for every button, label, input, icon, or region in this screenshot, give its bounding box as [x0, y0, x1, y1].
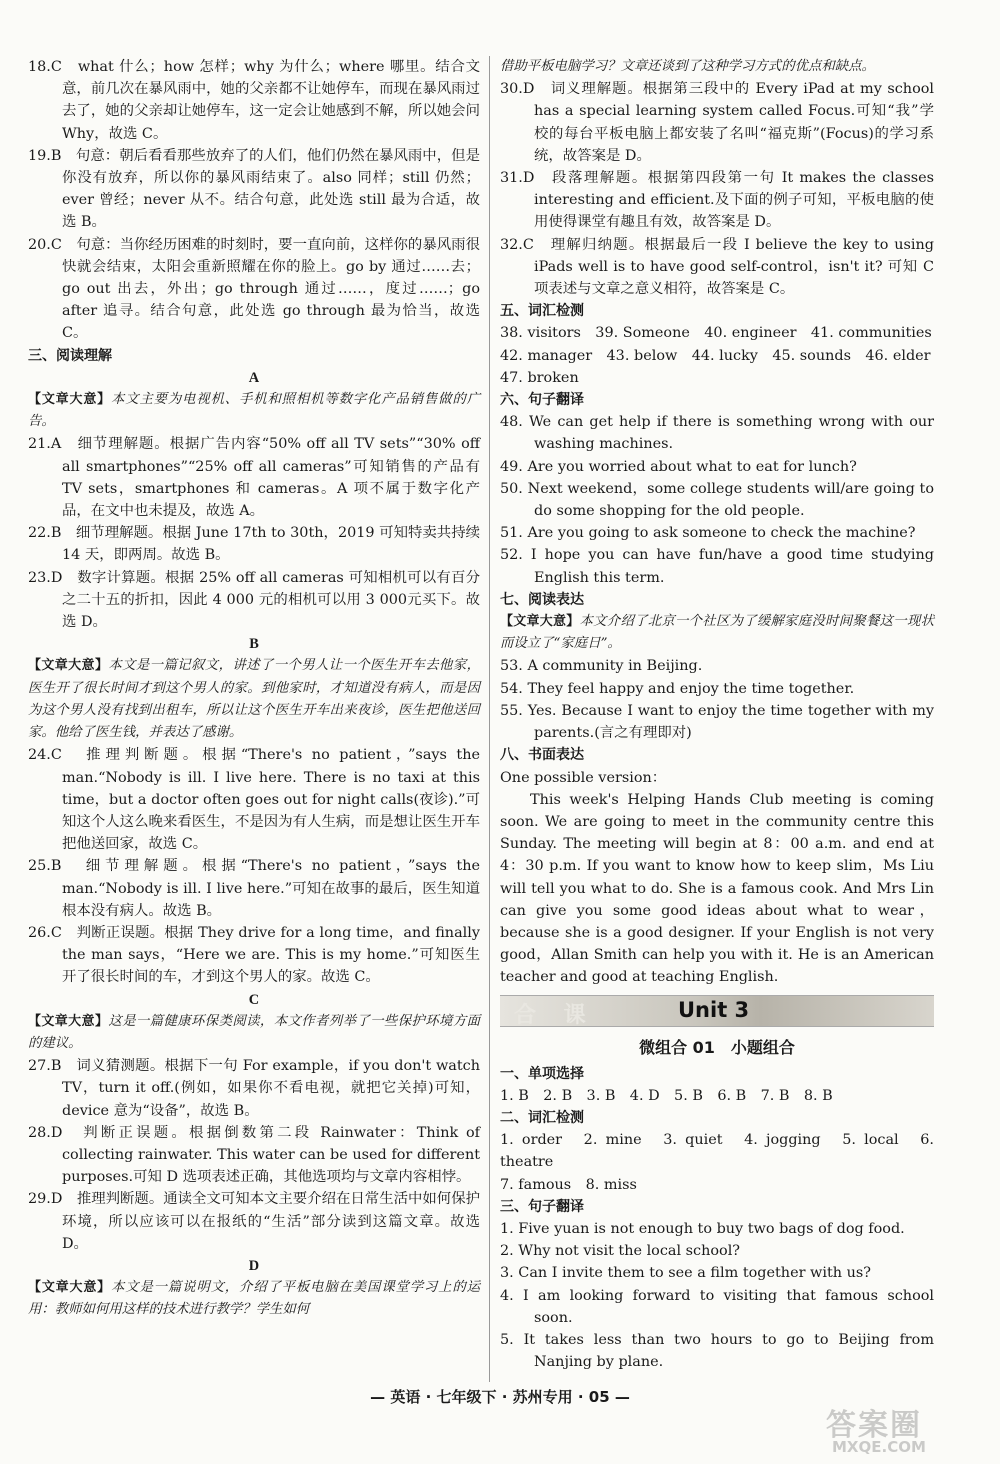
- passage-label: A: [248, 369, 260, 386]
- essay-intro: One possible version：: [500, 769, 667, 786]
- passage-summary: 【文章大意】本文主要为电视机、手机和照相机等数字化产品销售做的广告。: [28, 392, 480, 430]
- answer-item: 28.D 判断正误题。根据倒数第二段 Rainwater：Think of collecting rainwater. This water can be used for different purposes.可知 D 选项表述正确，其他选项均与文章内容相悖。: [28, 1124, 480, 1186]
- banner-decor-text: 合 课: [514, 1002, 596, 1028]
- answer-item: 22.B 细节理解题。根据 June 17th to 30th，2019 可知特卖共持续 14 天，即两周。故选 B。: [28, 525, 480, 564]
- section-heading: 五、词汇检测: [500, 303, 584, 320]
- translation-item: 48. We can get help if there is something wrong with our washing machines.: [500, 414, 934, 453]
- answer-item: 20.C 句意：当你经历困难的时刻时，要一直向前，这样你的暴风雨很快就会结束，太阳会重新照耀在你的脸上。go by 通过……去；go out 出去，外出；go through 通过……，度过……；go after 追寻。结合句意，此处选 go through 最为恰当，故选 C。: [28, 236, 480, 342]
- watermark-logo: 答案圈 MXQE.COM: [826, 1408, 926, 1456]
- passage-summary: 【文章大意】这是一篇健康环保类阅读，本文作者列举了一些保护环境方面的建议。: [28, 1013, 480, 1051]
- answer-item: 25.B 细节理解题。根据“There's no patient，”says the man.“Nobody is ill. I live here.”可知在故事的最后，医生知道根本没有病人。故选 B。: [28, 858, 480, 919]
- answer-item: 31.D 段落理解题。根据第四段第一句 It makes the classes interesting and efficient.及下面的例子可知，平板电脑的使用使得课堂有趣且有效，故答案是 D。: [500, 170, 934, 231]
- answer-item: 26.C 判断正误题。根据 They drive for a long time，and finally the man says，“Here we are. This is my home.”可知医生开了很长时间的车，才到这个男人的家。故选 C。: [28, 924, 480, 986]
- right-column: [500, 56, 934, 1373]
- answer-item: 21.A 细节理解题。根据广告内容“50% off all TV sets”“30% off all smartphones”“25% off all cameras”可知销售的产品有 TV sets，smartphones 和 cameras。A 项不属于数字化产品，在文中也未提及，故选 A。: [28, 436, 480, 520]
- translation-item: 1. Five yuan is not enough to buy two bags of dog food.: [500, 1220, 905, 1237]
- translation-item: 2. Why not visit the local school?: [500, 1243, 741, 1260]
- answer-item: 29.D 推理判断题。通读全文可知本文主要介绍在日常生活中如何保护环境，所以应该可以在报纸的“生活”部分读到这篇文章。故选 D。: [28, 1191, 480, 1252]
- page-footer: — 英语 · 七年级下 · 苏州专用 · 05 —: [370, 1388, 630, 1406]
- translation-item: 52. I hope you can have fun/have a good time studying English this term.: [500, 547, 934, 586]
- left-column: [28, 56, 480, 1322]
- translation-item: 5. It takes less than two hours to go to Beijing from Nanjing by plane.: [500, 1331, 934, 1371]
- translation-item: 50. Next weekend，some college students will/are going to do some shopping for the old people.: [500, 480, 934, 520]
- vocab-line: 47. broken: [500, 369, 579, 386]
- passage-summary: 【文章大意】本文介绍了北京一个社区为了缓解家庭没时间聚餐这一现状而设立了“家庭日”。: [500, 614, 934, 652]
- passage-summary: 【文章大意】本文是一篇记叙文，讲述了一个男人让一个医生开车去他家，医生开了很长时间才到这个男人的家。到他家时，才知道没有病人，而是因为这个男人没有找到出租车，所以让这个医生开车出来夜诊，医生把他送回家。他给了医生钱，并表达了感谢。: [28, 658, 480, 741]
- passage-label: D: [248, 1257, 260, 1274]
- answer-item: 53. A community in Beijing.: [500, 658, 703, 675]
- combo-title: 微组合 01 小题组合: [639, 1037, 795, 1057]
- passage-label: B: [249, 636, 259, 653]
- section-heading: 六、句子翻译: [500, 392, 584, 409]
- section-heading: 三、句子翻译: [500, 1198, 584, 1215]
- section-heading: 八、书面表达: [500, 747, 584, 764]
- translation-item: 51. Are you going to ask someone to check the machine?: [500, 525, 916, 542]
- section-heading: 七、阅读表达: [500, 591, 584, 608]
- unit-banner: [500, 995, 934, 1027]
- translation-item: 3. Can I invite them to see a film together with us?: [500, 1265, 871, 1282]
- choice-answers: 1. B 2. B 3. B 4. D 5. B 6. B 7. B 8. B: [500, 1087, 833, 1104]
- answer-item: 18.C what 什么；how 怎样；why 为什么；where 哪里。结合文意，前几次在暴风雨中，她的父亲都不让她停车，而现在暴风雨过去了，她的父亲却让她停车，这一定会让她感到不解，所以她会问 Why，故选 C。: [28, 59, 480, 142]
- section-heading: 一、单项选择: [500, 1065, 584, 1082]
- passage-summary: 【文章大意】本文是一篇说明文，介绍了平板电脑在美国课堂学习上的运用：教师如何用这样的技术进行教学？学生如何: [28, 1280, 480, 1318]
- vocab-line: 7. famous 8. miss: [500, 1176, 637, 1193]
- section-heading: 三、阅读理解: [28, 347, 112, 364]
- answer-item: 24.C 推理判断题。根据“There's no patient，”says the man.“Nobody is ill. I live here. There is no taxi at this time，but a doctor often goes out for night calls(夜诊).”可知这个人这么晚来看医生，不是因为有人生病，而是想让医生开车把他送回家，故选 C。: [28, 747, 480, 853]
- vocab-line: 38. visitors 39. Someone 40. engineer 41. communities: [500, 325, 932, 342]
- answer-item: 27.B 词义猜测题。根据下一句 For example，if you don't watch TV，turn it off.(例如，如果你不看电视，就把它关掉)可知，device 意为“设备”，故选 B。: [28, 1058, 480, 1119]
- vocab-line: 42. manager 43. below 44. lucky 45. sounds 46. elder: [500, 347, 931, 364]
- passage-summary-continued: 借助平板电脑学习？文章还谈到了这种学习方式的优点和缺点。: [500, 59, 875, 74]
- answer-item: 55. Yes. Because I want to enjoy the time together with my parents.(言之有理即对): [500, 702, 934, 742]
- answer-item: 23.D 数字计算题。根据 25% off all cameras 可知相机可以有百分之二十五的折扣，因此 4 000 元的相机可以用 3 000元买下。故选 D。: [28, 569, 480, 631]
- answer-item: 19.B 句意：朝后看看那些放弃了的人们，他们仍然在暴风雨中，但是你没有放弃，所以你的暴风雨结束了。also 同样；still 仍然；ever 曾经；never 从不。结合句意，此处选 still 最为合适，故选 B。: [28, 147, 480, 231]
- vocab-line: 1. order 2. mine 3. quiet 4. jogging 5. local 6. theatre: [500, 1132, 934, 1171]
- column-divider: [489, 56, 490, 1382]
- passage-label: C: [248, 991, 260, 1008]
- section-heading: 二、词汇检测: [500, 1109, 584, 1126]
- essay-text: This week's Helping Hands Club meeting is coming soon. We are going to meet in the community centre this Sunday. The meeting will begin at 8：00 a.m. and end at 4：30 p.m. If you want to know how to keep slim，Ms Liu will tell you what to do. She is a famous cook. And Mrs Lin can give you some good ideas about what to wear，because she is a good designer. If your English is not very good，Allan Smith can help you with it. He is an American teacher and good at teaching English.: [500, 791, 934, 986]
- unit-title: Unit 3: [678, 997, 750, 1022]
- answer-item: 54. They feel happy and enjoy the time together.: [500, 680, 855, 697]
- translation-item: 49. Are you worried about what to eat for lunch?: [500, 458, 857, 475]
- answer-item: 32.C 理解归纳题。根据最后一段 I believe the key to using iPads well is to have good self-control，isn't it? 可知 C 项表述与文章之意义相符，故答案是 C。: [500, 236, 934, 298]
- translation-item: 4. I am looking forward to visiting that famous school soon.: [500, 1287, 934, 1326]
- answer-item: 30.D 词义理解题。根据第三段中的 Every iPad at my school has a special learning system called Focus.可知“我”学校的每台平板电脑上都安装了名叫“福克斯”(Focus)的学习系统，故答案是 D。: [500, 81, 934, 164]
